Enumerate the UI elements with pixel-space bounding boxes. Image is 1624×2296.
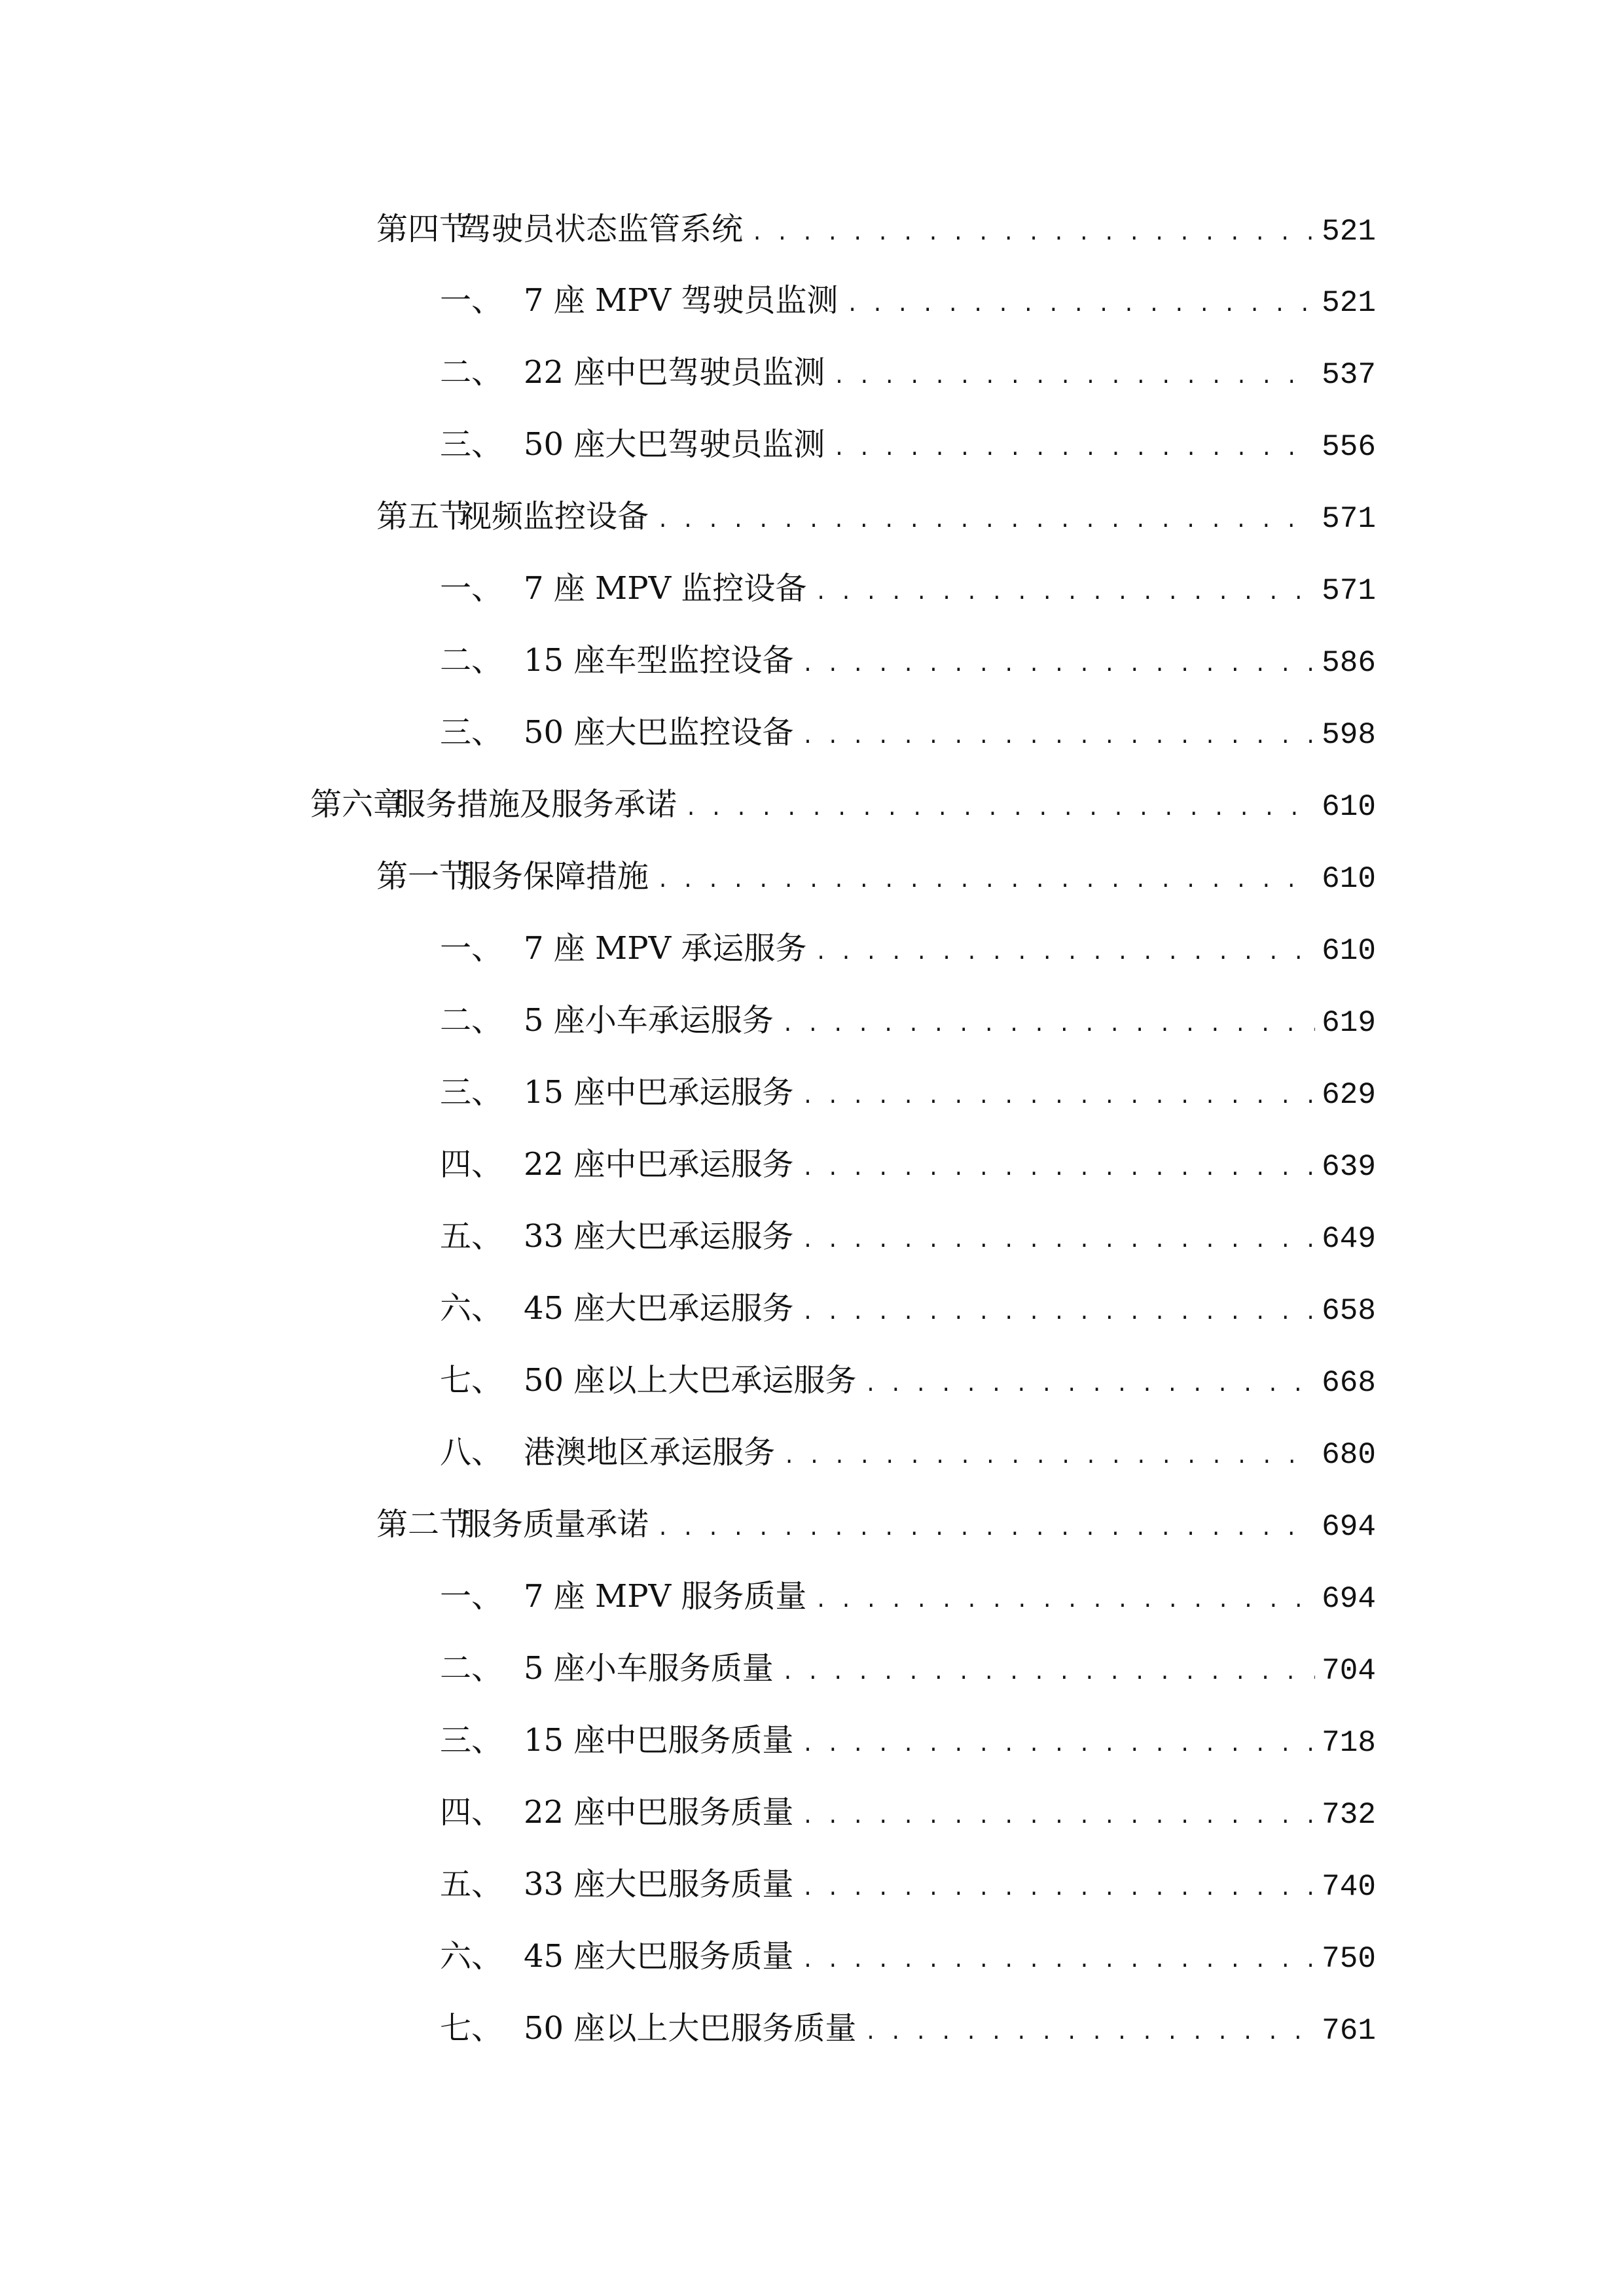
toc-entry-title: 15 座中巴服务质量 — [524, 1722, 794, 1759]
toc-entry-page: 694 — [1322, 1582, 1376, 1616]
toc-entry-index: 五、 — [440, 1866, 503, 1903]
toc-entry-section-5[interactable] — [376, 493, 1376, 539]
toc-entry-index: 第一节 — [376, 858, 471, 895]
toc-dot-leader — [657, 1501, 1315, 1552]
toc-entry-page: 718 — [1322, 1726, 1376, 1760]
toc-entry-index: 二、 — [440, 1002, 503, 1039]
toc-entry-page: 598 — [1322, 718, 1376, 752]
toc-entry-index: 二、 — [440, 642, 503, 679]
toc-entry-title: 视频监控设备 — [460, 498, 649, 535]
toc-entry-index: 六、 — [440, 1938, 503, 1975]
toc-entry-item[interactable] — [440, 1357, 1376, 1403]
toc-dot-leader — [801, 1717, 1315, 1768]
toc-entry-page: 704 — [1322, 1654, 1376, 1688]
toc-entry-page: 680 — [1322, 1438, 1376, 1472]
toc-entry-title: 50 座大巴监控设备 — [524, 714, 794, 751]
toc-entry-index: 三、 — [440, 714, 503, 751]
toc-entry-title: 服务保障措施 — [460, 858, 649, 895]
toc-entry-item[interactable] — [440, 1069, 1376, 1115]
toc-entry-item[interactable] — [440, 350, 1376, 395]
toc-entry-title: 45 座大巴服务质量 — [524, 1938, 794, 1975]
toc-entry-page: 629 — [1322, 1078, 1376, 1112]
toc-entry-page: 732 — [1322, 1798, 1376, 1832]
toc-dot-leader — [801, 1789, 1315, 1840]
toc-entry-title: 45 座大巴承运服务 — [524, 1290, 794, 1327]
toc-entry-item[interactable] — [440, 1285, 1376, 1331]
toc-entry-title: 50 座以上大巴承运服务 — [524, 1362, 857, 1399]
toc-dot-leader — [685, 781, 1315, 833]
toc-entry-page: 610 — [1322, 790, 1376, 824]
toc-entry-index: 五、 — [440, 1218, 503, 1255]
toc-entry-index: 一、 — [440, 930, 503, 967]
toc-entry-title: 服务质量承诺 — [460, 1506, 649, 1543]
toc-entry-index: 三、 — [440, 1074, 503, 1111]
toc-dot-leader — [801, 709, 1315, 761]
toc-entry-page: 521 — [1322, 215, 1376, 249]
toc-entry-page: 521 — [1322, 286, 1376, 320]
toc-entry-title: 50 座以上大巴服务质量 — [524, 2010, 857, 2047]
toc-entry-title: 5 座小车承运服务 — [524, 1002, 774, 1039]
toc-entry-title: 50 座大巴驾驶员监测 — [524, 426, 825, 463]
toc-entry-page: 571 — [1322, 502, 1376, 536]
toc-entry-index: 第五节 — [376, 498, 471, 535]
toc-entry-index: 第二节 — [376, 1506, 471, 1543]
toc-entry-item[interactable] — [440, 1213, 1376, 1259]
toc-entry-item[interactable] — [440, 278, 1376, 323]
toc-entry-page: 694 — [1322, 1510, 1376, 1544]
toc-entry-item[interactable] — [440, 1861, 1376, 1907]
toc-dot-leader — [814, 565, 1315, 617]
toc-entry-item[interactable] — [440, 1789, 1376, 1835]
toc-entry-title: 驾驶员状态监管系统 — [460, 211, 744, 247]
toc-entry-item[interactable] — [440, 1933, 1376, 1979]
toc-entry-title: 33 座大巴服务质量 — [524, 1866, 794, 1903]
toc-entry-item[interactable] — [440, 1429, 1376, 1475]
toc-dot-leader — [801, 1069, 1315, 1121]
toc-entry-item[interactable] — [440, 1717, 1376, 1763]
toc-dot-leader — [833, 350, 1315, 401]
toc-dot-leader — [782, 997, 1315, 1049]
toc-entry-page: 649 — [1322, 1222, 1376, 1256]
toc-entry-title: 7 座 MPV 驾驶员监测 — [524, 282, 839, 319]
toc-dot-leader — [801, 1285, 1315, 1336]
toc-dot-leader — [833, 422, 1315, 473]
toc-dot-leader — [801, 1861, 1315, 1912]
toc-dot-leader — [814, 1573, 1315, 1624]
toc-entry-index: 第四节 — [376, 211, 471, 247]
toc-dot-leader — [801, 1213, 1315, 1265]
toc-entry-page: 750 — [1322, 1942, 1376, 1976]
toc-entry-title: 15 座车型监控设备 — [524, 642, 794, 679]
toc-entry-section-2[interactable] — [376, 1501, 1376, 1547]
toc-entry-index: 二、 — [440, 1650, 503, 1687]
toc-dot-leader — [814, 925, 1315, 977]
toc-entry-item[interactable] — [440, 997, 1376, 1043]
toc-entry-index: 八、 — [440, 1434, 503, 1471]
toc-entry-index: 一、 — [440, 1578, 503, 1615]
toc-dot-leader — [801, 1141, 1315, 1193]
toc-entry-item[interactable] — [440, 565, 1376, 611]
toc-entry-page: 619 — [1322, 1006, 1376, 1040]
toc-entry-chapter-6[interactable] — [310, 781, 1376, 827]
toc-entry-item[interactable] — [440, 1645, 1376, 1691]
toc-entry-index: 第六章 — [310, 786, 405, 823]
toc-dot-leader — [846, 278, 1315, 329]
toc-entry-title: 7 座 MPV 承运服务 — [524, 930, 807, 967]
toc-dot-leader — [751, 206, 1315, 257]
toc-entry-page: 610 — [1322, 934, 1376, 968]
toc-entry-page: 571 — [1322, 574, 1376, 608]
toc-entry-index: 一、 — [440, 570, 503, 607]
toc-entry-index: 四、 — [440, 1146, 503, 1183]
toc-dot-leader — [657, 853, 1315, 905]
toc-entry-title: 7 座 MPV 监控设备 — [524, 570, 807, 607]
toc-dot-leader — [864, 2005, 1315, 2056]
toc-entry-item[interactable] — [440, 1573, 1376, 1619]
toc-entry-index: 二、 — [440, 354, 503, 391]
toc-entry-title: 22 座中巴服务质量 — [524, 1794, 794, 1831]
toc-entry-title: 5 座小车服务质量 — [524, 1650, 774, 1687]
toc-entry-index: 六、 — [440, 1290, 503, 1327]
toc-entry-item[interactable] — [440, 925, 1376, 971]
toc-entry-index: 四、 — [440, 1794, 503, 1831]
toc-dot-leader — [783, 1429, 1315, 1480]
toc-entry-page: 586 — [1322, 646, 1376, 680]
toc-entry-page: 556 — [1322, 430, 1376, 464]
toc-entry-title: 服务措施及服务承诺 — [394, 786, 677, 823]
toc-entry-item[interactable] — [440, 2005, 1376, 2051]
toc-entry-title: 22 座中巴承运服务 — [524, 1146, 794, 1183]
toc-entry-title: 7 座 MPV 服务质量 — [524, 1578, 807, 1615]
toc-entry-title: 22 座中巴驾驶员监测 — [524, 354, 825, 391]
toc-entry-index: 三、 — [440, 1722, 503, 1759]
toc-entry-item[interactable] — [440, 422, 1376, 467]
toc-entry-section-1[interactable] — [376, 853, 1376, 899]
toc-entry-section-4[interactable] — [376, 206, 1376, 252]
toc-entry-page: 658 — [1322, 1294, 1376, 1328]
toc-entry-page: 610 — [1322, 862, 1376, 896]
toc-entry-page: 740 — [1322, 1870, 1376, 1904]
toc-entry-page: 761 — [1322, 2014, 1376, 2048]
toc-entry-page: 537 — [1322, 358, 1376, 392]
toc-entry-item[interactable] — [440, 709, 1376, 755]
toc-dot-leader — [864, 1357, 1315, 1408]
toc-entry-title: 港澳地区承运服务 — [524, 1434, 776, 1471]
toc-dot-leader — [782, 1645, 1315, 1696]
toc-entry-title: 33 座大巴承运服务 — [524, 1218, 794, 1255]
toc-entry-index: 三、 — [440, 426, 503, 463]
toc-entry-item[interactable] — [440, 1141, 1376, 1187]
toc-entry-page: 639 — [1322, 1150, 1376, 1184]
toc-dot-leader — [801, 1933, 1315, 1984]
toc-entry-page: 668 — [1322, 1366, 1376, 1400]
toc-entry-index: 七、 — [440, 1362, 503, 1399]
toc-dot-leader — [657, 493, 1315, 545]
toc-entry-item[interactable] — [440, 637, 1376, 683]
toc-dot-leader — [801, 637, 1315, 689]
toc-entry-title: 15 座中巴承运服务 — [524, 1074, 794, 1111]
toc-entry-index: 一、 — [440, 282, 503, 319]
toc-entry-index: 七、 — [440, 2010, 503, 2047]
